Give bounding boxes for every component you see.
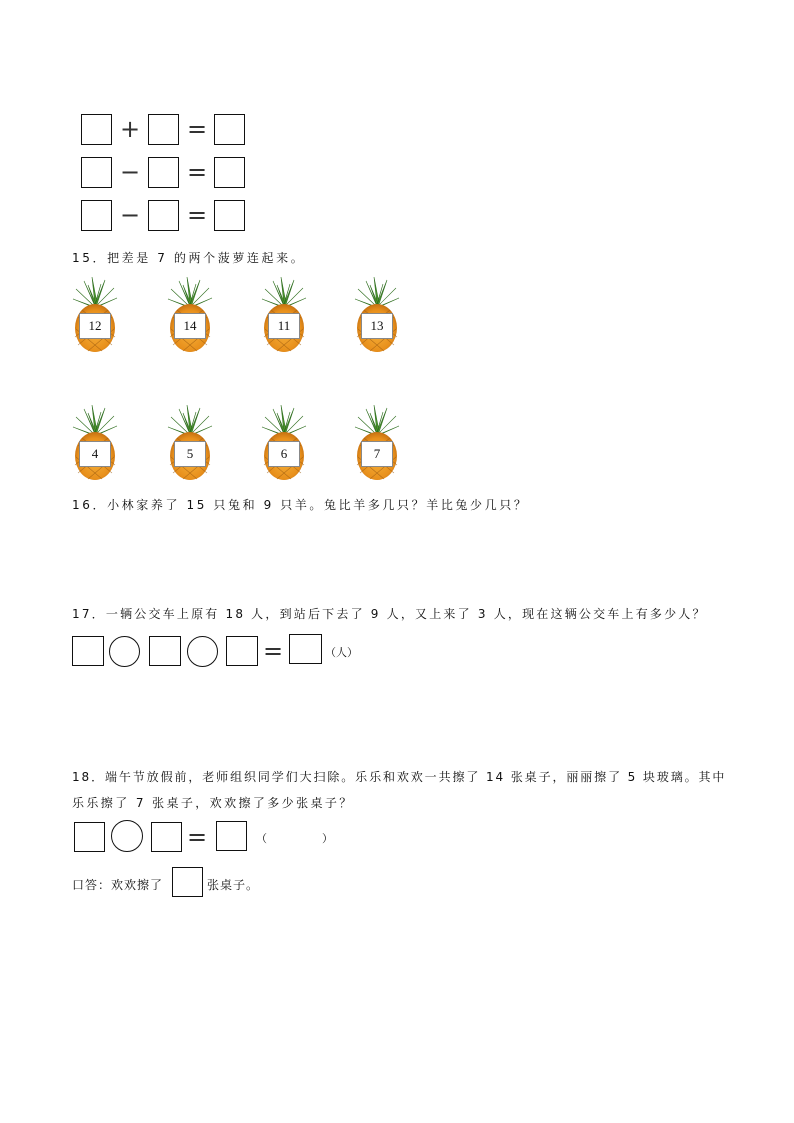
pineapple-card[interactable]: [261, 403, 307, 481]
answer-box[interactable]: [151, 822, 182, 852]
pineapple-card[interactable]: [167, 275, 213, 353]
equals-sign: =: [262, 637, 284, 665]
answer-box[interactable]: [72, 636, 104, 666]
plus-sign: +: [119, 115, 141, 143]
minus-sign: −: [119, 201, 141, 229]
answer-box[interactable]: [289, 634, 322, 664]
answer-box[interactable]: [81, 157, 112, 188]
pineapple-number: 11: [268, 313, 300, 339]
answer-prefix: 口答：欢欢擦了: [72, 878, 164, 892]
pineapple-card[interactable]: [354, 403, 400, 481]
answer-box[interactable]: [74, 822, 105, 852]
answer-box[interactable]: [214, 200, 245, 231]
pineapple-number: 13: [361, 313, 393, 339]
question-18-line1: 18．端午节放假前，老师组织同学们大扫除。乐乐和欢欢一共擦了 14 张桌子，丽丽擦了 5 块玻璃。其中: [72, 770, 727, 784]
pineapple-card[interactable]: [72, 275, 118, 353]
unit-label: （人）: [325, 646, 358, 659]
pineapple-number: 14: [174, 313, 206, 339]
unit-close-paren: ）: [322, 832, 333, 845]
pineapple-card[interactable]: [261, 275, 307, 353]
pineapple-number: 4: [79, 441, 111, 467]
pineapple-number: 12: [79, 313, 111, 339]
answer-box[interactable]: [148, 157, 179, 188]
answer-box[interactable]: [214, 114, 245, 145]
pineapple-number: 5: [174, 441, 206, 467]
question-18-line2: 乐乐擦了 7 张桌子，欢欢擦了多少张桌子？: [72, 796, 354, 810]
equals-sign: =: [186, 158, 208, 186]
pineapple-number: 7: [361, 441, 393, 467]
equals-sign: =: [186, 115, 208, 143]
unit-open-paren: （: [256, 832, 267, 845]
minus-sign: −: [119, 158, 141, 186]
answer-box[interactable]: [149, 636, 181, 666]
pineapple-card[interactable]: [354, 275, 400, 353]
answer-box[interactable]: [216, 821, 247, 851]
equals-sign: =: [186, 823, 208, 851]
operator-circle[interactable]: [109, 636, 140, 667]
pineapple-number: 6: [268, 441, 300, 467]
answer-box[interactable]: [148, 114, 179, 145]
answer-box[interactable]: [81, 114, 112, 145]
pineapple-card[interactable]: [167, 403, 213, 481]
answer-box[interactable]: [148, 200, 179, 231]
question-15-text: 15．把差是 7 的两个菠萝连起来。: [72, 251, 306, 265]
answer-box[interactable]: [172, 867, 203, 897]
question-16-text: 16．小林家养了 15 只兔和 9 只羊。兔比羊多几只？羊比兔少几只？: [72, 498, 529, 512]
operator-circle[interactable]: [187, 636, 218, 667]
answer-suffix: 张桌子。: [207, 878, 260, 892]
answer-box[interactable]: [226, 636, 258, 666]
answer-box[interactable]: [214, 157, 245, 188]
question-17-text: 17．一辆公交车上原有 18 人，到站后下去了 9 人，又上来了 3 人，现在这辆公交车上有多少人？: [72, 607, 707, 621]
equals-sign: =: [186, 201, 208, 229]
pineapple-card[interactable]: [72, 403, 118, 481]
answer-box[interactable]: [81, 200, 112, 231]
operator-circle[interactable]: [111, 820, 143, 852]
